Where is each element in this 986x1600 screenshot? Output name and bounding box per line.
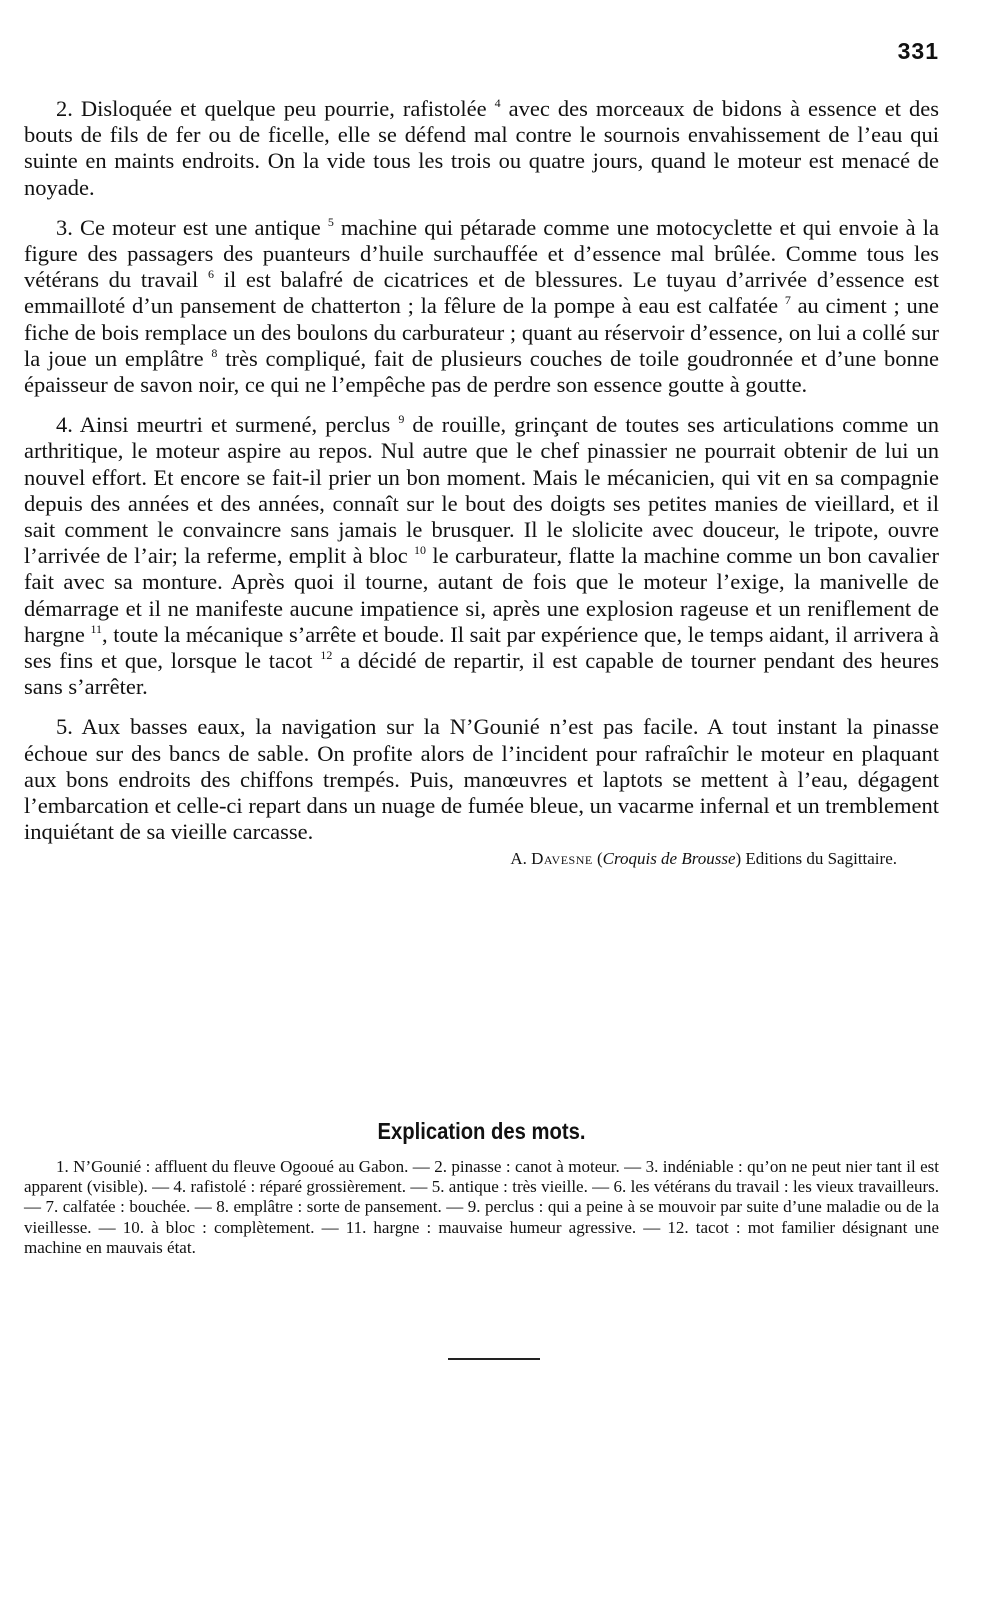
footnote-marker: 12 bbox=[320, 648, 333, 663]
paragraph-text: 2. Disloquée et quelque peu pourrie, rafistolée bbox=[56, 96, 495, 121]
paragraph-text: au ciment ; une fiche de bois remplace un des boulons du carburateur ; quant au réservoir d’essence, on lui a collé sur la joue un emplâtre bbox=[24, 293, 940, 371]
section-title: Explication des mots. bbox=[377, 1118, 586, 1144]
paragraph-2 bbox=[24, 96, 939, 201]
paragraph-5 bbox=[24, 714, 939, 845]
paragraph-text: a décidé de repartir, il est capable de tourner pendant des heures sans s’arrêter. bbox=[24, 648, 939, 700]
paragraph-text: , toute la mécanique s’arrête et boude. Il sait par expérience que, le temps aidant, il arrivera à ses fins et que, lorsque le tacot bbox=[24, 621, 939, 674]
footnote-marker: 6 bbox=[208, 267, 214, 282]
glossary: 1. N’Gounié : affluent du fleuve Ogooué au Gabon. — 2. pinasse : canot à moteur. — 3. indéniable : qu’on ne peut nier tant il est apparent (visible). — 4. rafistolé : réparé grossièrement. — 5. antique : très vieille. — 6. les vétérans du travail : les vieux travailleurs. — 7. calfatée : bouchée. — 8. emplâtre : sorte de pansement. — 9. perclus : qui a peine à se mouvoir par suite d’une maladie ou de la vieillesse. — 10. à bloc : complètement. — 11. hargne : mauvaise humeur agressive. — 12. tacot : mot familier désignant une machine en mauvais état. bbox=[24, 1157, 939, 1257]
body-text bbox=[24, 96, 939, 869]
paragraph-text: 3. Ce moteur est une antique bbox=[56, 214, 328, 240]
paragraph-text: 4. Ainsi meurtri et surmené, perclus bbox=[56, 412, 399, 438]
paragraph-text: de rouille, grinçant de toutes ses articulations comme un arthritique, le moteur aspire au repos. Nul autre que le chef pinassier ne pourrait obtenir de lui un nouvel effort. Et encore se fait-il prier un bon moment. Mais le mécanicien, qui vit en sa compagnie depuis des années et des années, connaît sur le bout des doigts ses petites manies de vieillard, et il sait comment le convaincre sans jamais le brusquer. Il le slolicite avec douceur, le tripote, ouvre l’arrivée de l’air; la referme, emplit à bloc bbox=[24, 412, 939, 569]
attribution-work: Croquis de Brousse bbox=[602, 849, 736, 869]
footnote-marker: 8 bbox=[211, 345, 218, 360]
footnote-marker: 5 bbox=[327, 214, 334, 229]
paragraph-4 bbox=[24, 412, 939, 700]
paragraph-text: le carburateur, flatte la machine comme un bon cavalier fait avec sa monture. Après quoi il tourne, autant de fois que le moteur l’exige, la manivelle de démarrage et il ne manifeste aucune impatience si, après une explosion rageuse et un reniflement de hargne bbox=[24, 543, 939, 647]
footnote-marker: 10 bbox=[414, 543, 427, 558]
attribution-publisher: Editions du Sagittaire. bbox=[745, 849, 897, 869]
attribution bbox=[24, 849, 897, 869]
footnote-marker: 7 bbox=[784, 293, 791, 308]
attribution-open-paren: ( bbox=[592, 849, 603, 869]
page-number: 331 bbox=[897, 38, 939, 64]
footnote-marker: 4 bbox=[494, 96, 501, 110]
paragraph-text: très compliqué, fait de plusieurs couches de toile goudronnée et d’une bonne épaisseur de savon noir, ce qui ne l’empêche pas de perdre son essence goutte à goutte. bbox=[24, 345, 939, 398]
paragraph-3 bbox=[24, 215, 939, 398]
end-rule bbox=[448, 1358, 540, 1360]
attribution-author: Davesne bbox=[531, 849, 593, 869]
paragraph-text: il est balafré de cicatrices et de blessures. Le tuyau d’arrivée d’essence est emmailloté d’un pansement de chatterton ; la fêlure de la pompe à eau est calfatée bbox=[24, 267, 939, 319]
footnote-marker: 11 bbox=[90, 621, 103, 636]
attribution-close-paren: ) bbox=[735, 849, 746, 869]
footnote-marker: 9 bbox=[398, 412, 405, 427]
paragraph-text: avec des morceaux de bidons à essence et des bouts de fils de fer ou de ficelle, elle se défend mal contre le sournois envahissement de l’eau qui suinte en maints endroits. On la vide tous les trois ou quatre jours, quand le moteur est menacé de noyade. bbox=[24, 96, 940, 200]
book-page bbox=[24, 0, 939, 1600]
paragraph-text: machine qui pétarade comme une motocyclette et qui envoie à la figure des passagers des puanteurs d’huile surchauffée et d’essence mal brûlée. Comme tous les vétérans du travail bbox=[24, 214, 939, 293]
paragraph-text: 5. Aux basses eaux, la navigation sur la N’Gounié n’est pas facile. A tout instant la pinasse échoue sur des bancs de sable. On profite alors de l’incident pour rafraîchir le moteur en plaquant aux bons endroits des chiffons trempés. Puis, manœuvres et laptots se mettent à l’eau, dégagent l’embarcation et celle-ci repart dans un nuage de fumée bleue, un vacarme infernal et un tremblement inquiétant de sa vieille carcasse. bbox=[24, 714, 939, 845]
attribution-initial: A. bbox=[510, 849, 532, 869]
